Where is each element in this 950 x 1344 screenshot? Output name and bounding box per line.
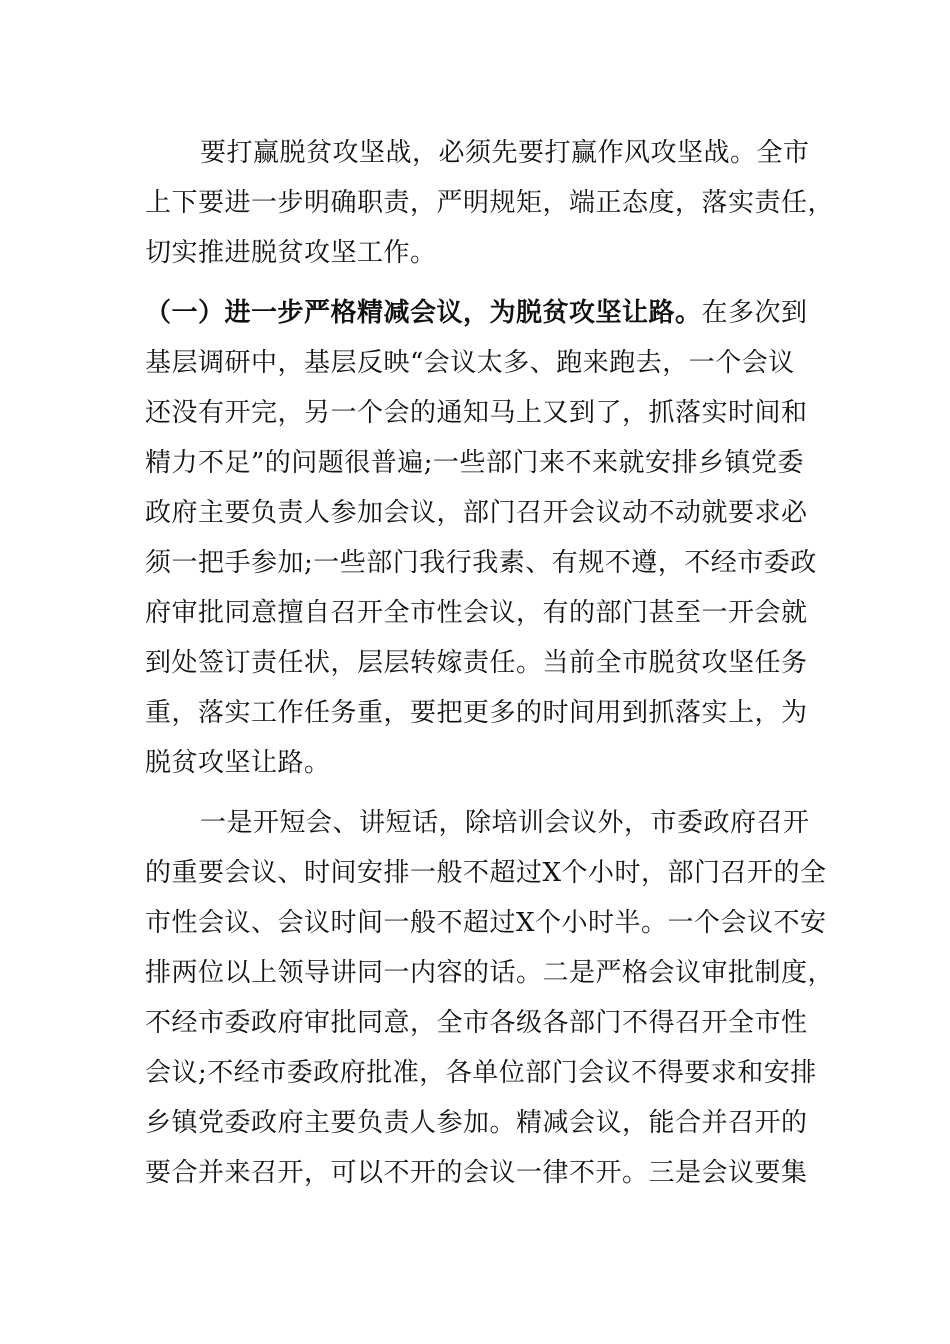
text-line: 须一把手参加;一些部门我行我素、有规不遵，不经市委政 xyxy=(145,548,817,578)
text-line: 的重要会议、时间安排一般不超过X个小时，部门召开的全 xyxy=(145,858,827,888)
text-line: 基层调研中，基层反映“会议太多、跑来跑去，一个会议 xyxy=(145,348,795,378)
text-line: 要合并来召开，可以不开的会议一律不开。三是会议要集 xyxy=(145,1158,808,1188)
text-line: 排两位以上领导讲同一内容的话。二是严格会议审批制度， xyxy=(145,958,835,988)
text-line: 脱贫攻坚让路。 xyxy=(145,748,331,778)
text-line: 精力不足”的问题很普遍;一些部门来不来就安排乡镇党委 xyxy=(145,448,805,478)
text-line: 上下要进一步明确职责，严明规矩，端正态度，落实责任， xyxy=(145,188,835,218)
text-line: 重，落实工作任务重，要把更多的时间用到抓落实上，为 xyxy=(145,698,808,728)
text-line: 乡镇党委政府主要负责人参加。精减会议，能合并召开的 xyxy=(145,1108,808,1138)
paragraph-section-one xyxy=(145,288,817,788)
text-line: 不经市委政府审批同意，全市各级各部门不得召开全市性 xyxy=(145,1008,808,1038)
paragraph-measures xyxy=(145,798,835,1198)
text-line: 还没有开完，另一个会的通知马上又到了，抓落实时间和 xyxy=(145,398,808,428)
text-line: 要打赢脱贫攻坚战，必须先要打赢作风攻坚战。全市 xyxy=(200,138,810,168)
paragraph-intro xyxy=(145,128,835,278)
text-line: 到处签订责任状，层层转嫁责任。当前全市脱贫攻坚任务 xyxy=(145,648,808,678)
text-line: 政府主要负责人参加会议，部门召开会议动不动就要求必 xyxy=(145,498,808,528)
text-line: 会议;不经市委政府批准，各单位部门会议不得要求和安排 xyxy=(145,1058,817,1088)
text-line: 府审批同意擅自召开全市性会议，有的部门甚至一开会就 xyxy=(145,598,808,628)
heading-line-rest: 在多次到 xyxy=(701,298,808,328)
text-line: 切实推进脱贫攻坚工作。 xyxy=(145,238,437,268)
text-line: 一是开短会、讲短话，除培训会议外，市委政府召开 xyxy=(200,808,810,838)
text-line: 市性会议、会议时间一般不超过X个小时半。一个会议不安 xyxy=(145,908,827,938)
text-line-heading xyxy=(145,288,810,338)
section-heading: （一）进一步严格精减会议，为脱贫攻坚让路。 xyxy=(145,298,702,328)
